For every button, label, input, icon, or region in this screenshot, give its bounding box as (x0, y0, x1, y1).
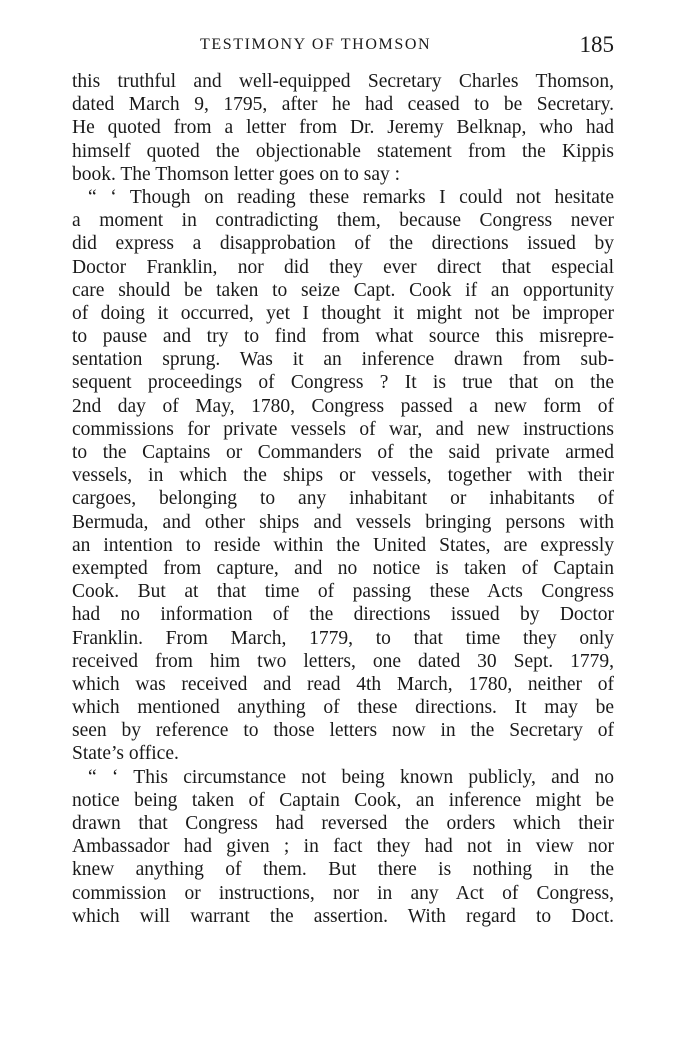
text-line: which mentioned anything of these directions. It may be (72, 697, 614, 719)
text-line: seen by reference to those letters now in the Secretary of (72, 720, 614, 742)
text-line: vessels, in which the ships or vessels, together with their (72, 465, 614, 487)
page-header (72, 34, 614, 64)
text-line: received from him two letters, one dated 30 Sept. 1779, (72, 650, 614, 672)
text-line: drawn that Congress had reversed the orders which their (72, 813, 614, 834)
text-line: book. The Thomson letter goes on to say : (72, 163, 401, 185)
text-line: sequent proceedings of Congress ? It is true that on the (72, 372, 614, 394)
text-line: dated March 9, 1795, after he had ceased to be Secretary. (72, 94, 614, 116)
running-head: TESTIMONY OF THOMSON (200, 36, 432, 53)
body-text (72, 70, 614, 928)
text-line: of doing it occurred, yet I thought it might not be improper (72, 302, 614, 324)
text-line: himself quoted the objectionable statement from the Kippis (72, 140, 614, 162)
text-line: Franklin. From March, 1779, to that time they only (72, 627, 614, 649)
text-line: care should be taken to seize Capt. Cook if an opportunity (72, 279, 614, 301)
text-line: which will warrant the assertion. With regard to Doct. (72, 905, 614, 927)
text-line: did express a disapprobation of the directions issued by (72, 233, 614, 255)
text-line: an intention to reside within the United States, are expressly (72, 534, 614, 556)
text-line: notice being taken of Captain Cook, an inference might be (72, 789, 614, 811)
text-line: Doctor Franklin, nor did they ever direct that especial (72, 256, 614, 278)
text-line: Bermuda, and other ships and vessels bringing persons with (72, 511, 614, 533)
text-line: 2nd day of May, 1780, Congress passed a new form of (72, 395, 614, 417)
text-line: commission or instructions, nor in any Act of Congress, (72, 882, 614, 904)
text-line: this truthful and well-equipped Secretary Charles Thomson, (72, 71, 614, 92)
text-line: Cook. But at that time of passing these Acts Congress (72, 581, 614, 603)
text-line: to the Captains or Commanders of the said private armed (72, 442, 614, 463)
text-line: a moment in contradicting them, because Congress never (72, 210, 614, 232)
text-line: commissions for private vessels of war, and new instructions (72, 418, 614, 440)
text-line: exempted from capture, and no notice is taken of Captain (72, 557, 614, 579)
text-line: which was received and read 4th March, 1780, neither of (72, 673, 614, 695)
text-line: to pause and try to find from what source this misrepre- (72, 326, 614, 348)
text-line: cargoes, belonging to any inhabitant or inhabitants of (72, 488, 614, 510)
page-number: 185 (579, 32, 614, 57)
text-line: had no information of the directions issued by Doctor (72, 604, 614, 626)
text-line: sentation sprung. Was it an inference drawn from sub- (72, 349, 614, 371)
text-line: “ ‘ Though on reading these remarks I could not hesitate (88, 186, 614, 208)
text-line: State’s office. (72, 743, 179, 765)
text-line: “ ‘ This circumstance not being known publicly, and no (88, 766, 614, 788)
text-line: He quoted from a letter from Dr. Jeremy Belknap, who had (72, 117, 614, 139)
text-line: Ambassador had given ; in fact they had not in view nor (72, 836, 614, 858)
text-line: knew anything of them. But there is nothing in the (72, 859, 614, 881)
